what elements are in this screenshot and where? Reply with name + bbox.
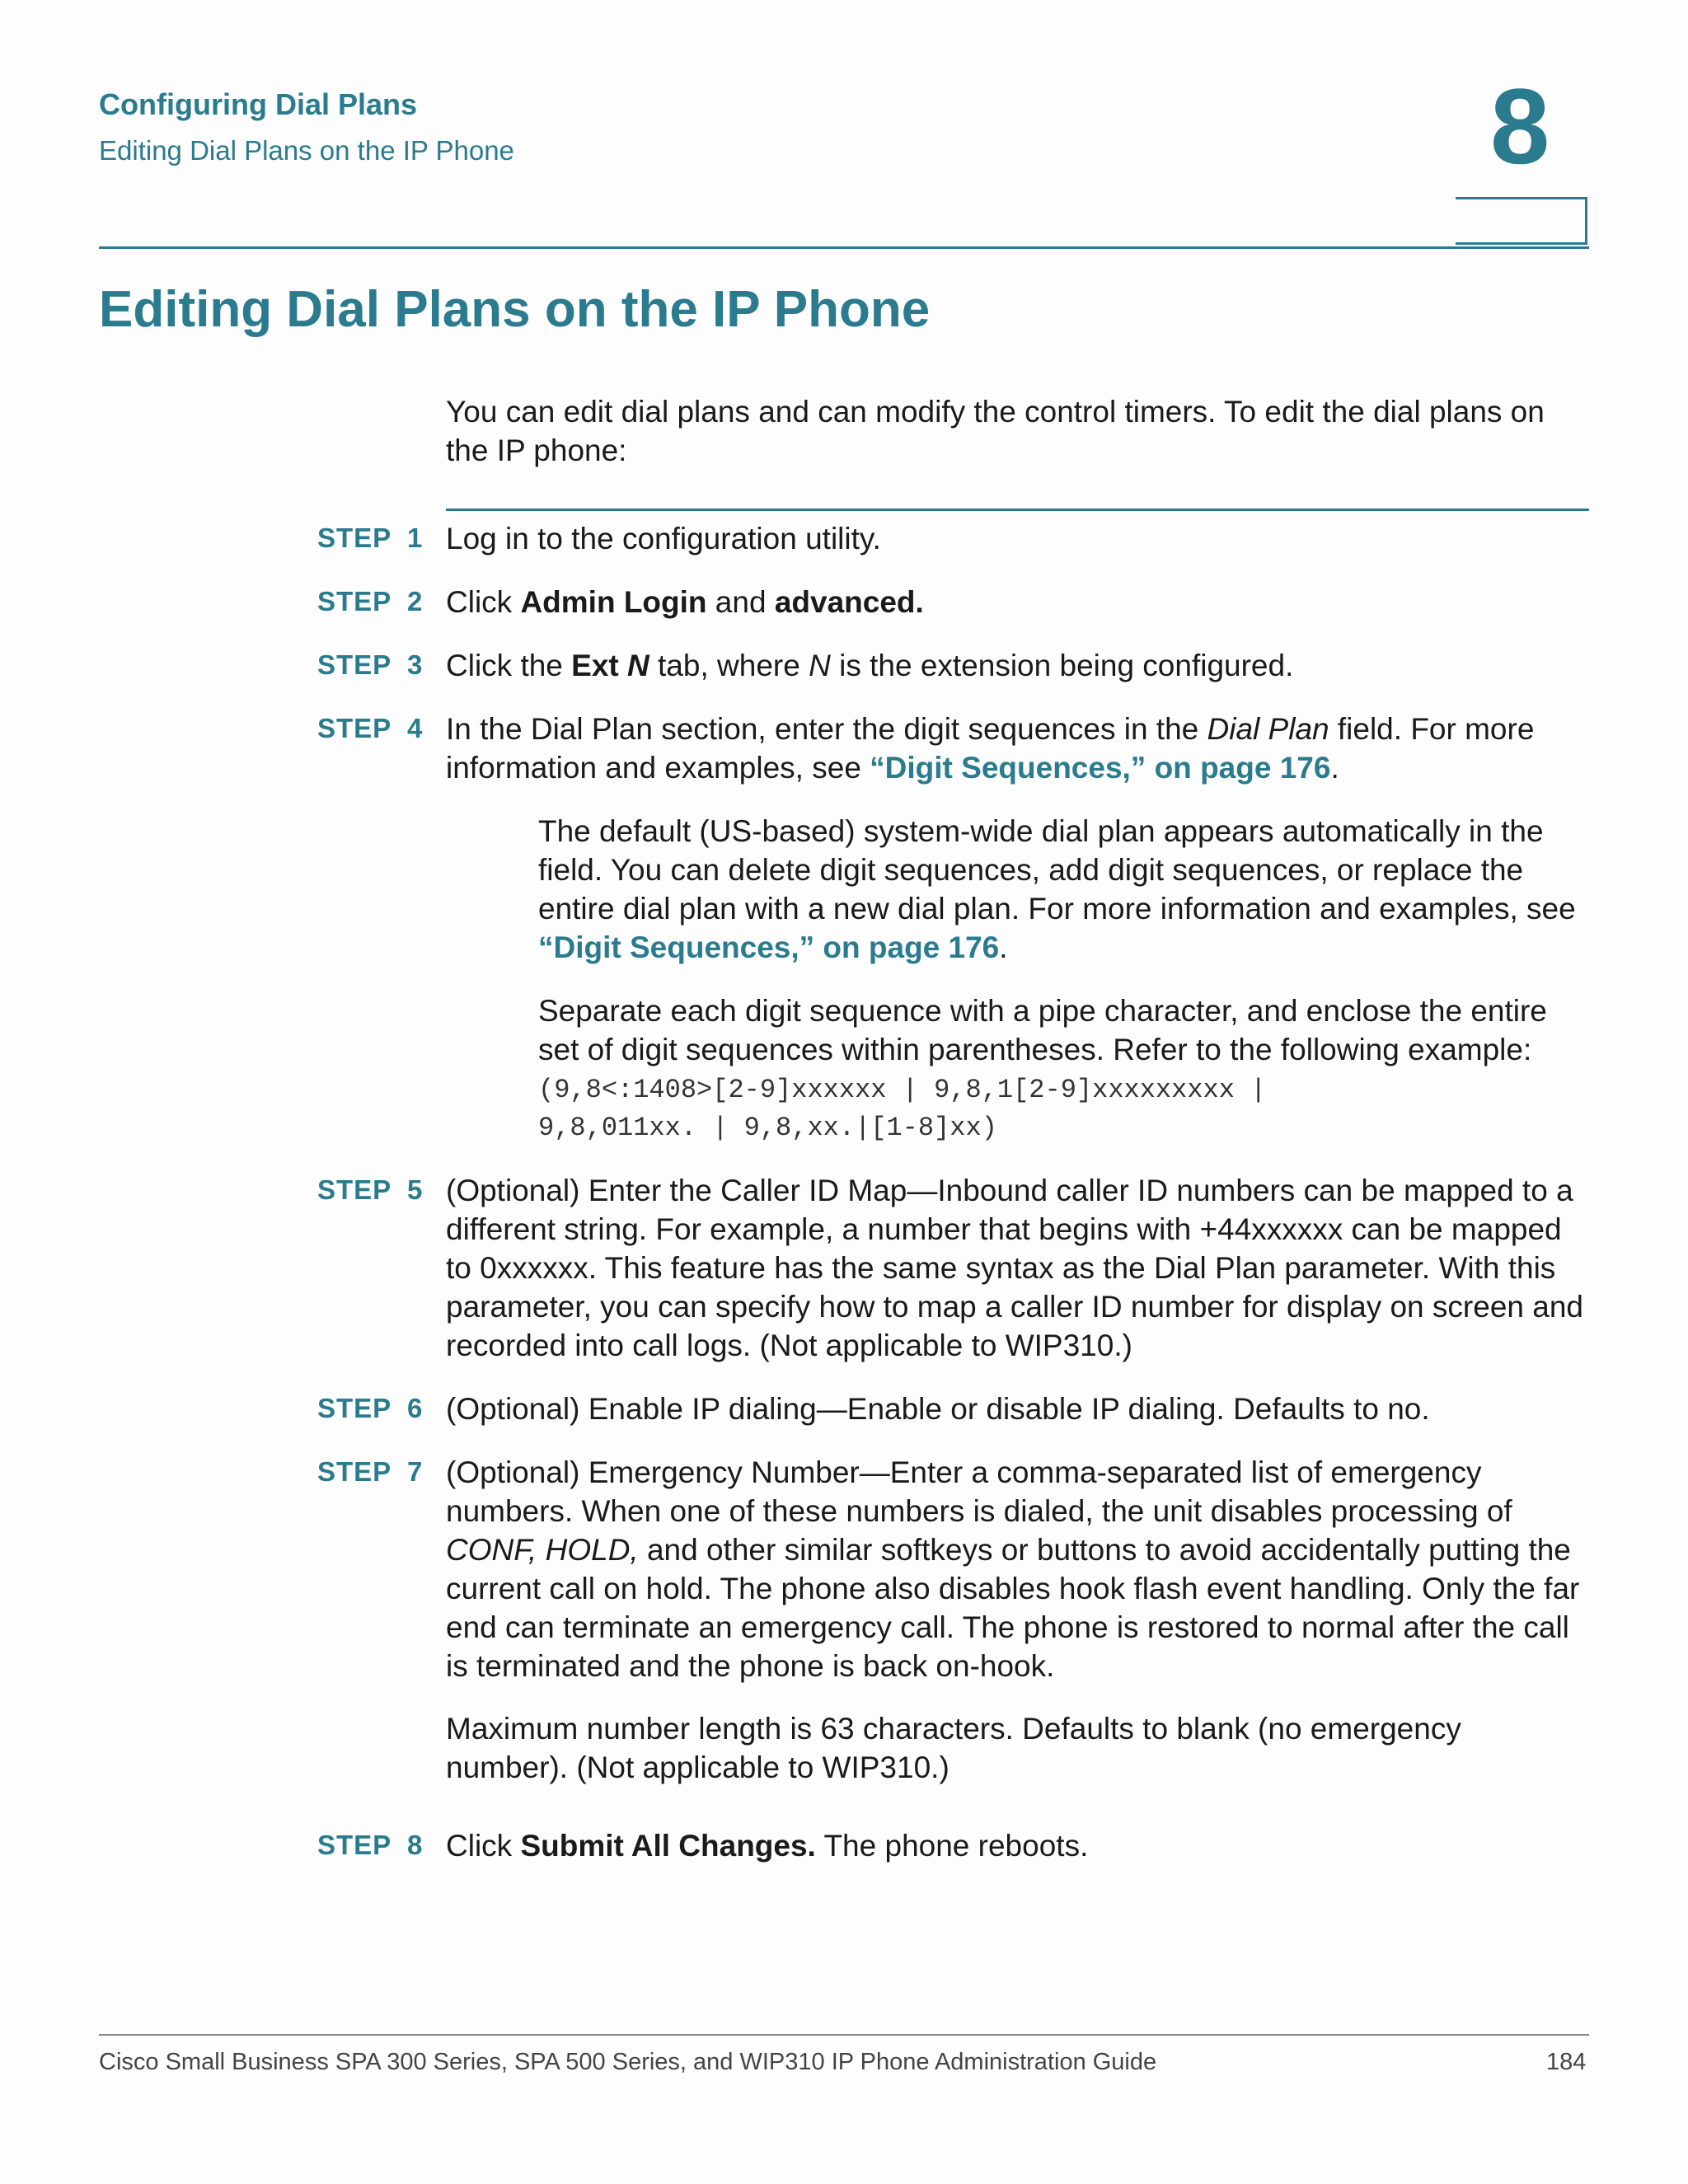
step-text: (Optional) Emergency Number—Enter a comma-separated list of emergency numbers. When one of these numbers is dialed, the unit disables processing of CONF, HOLD, and other similar softkeys or buttons to avoid accidentally putting the current call on hold. The phone also disables hook flash event handling. Only the far end can terminate an emergency call. The phone is restored to normal after the call is terminated and the phone is back on-hook. — [446, 1455, 1580, 1683]
step-text: Click Admin Login and advanced. — [446, 585, 924, 619]
step-number: 5 — [407, 1174, 423, 1205]
submit-all-changes-term: Submit All Changes. — [520, 1829, 816, 1863]
step-label: STEP — [317, 713, 392, 743]
step-number: 4 — [407, 713, 423, 743]
step-label: STEP — [317, 586, 392, 616]
step-number: 7 — [407, 1456, 423, 1487]
step-label: STEP — [317, 1174, 392, 1205]
footer-rule — [99, 2034, 1589, 2036]
step-number: 3 — [407, 649, 423, 680]
steps-rule — [446, 509, 1589, 511]
step-label: STEP — [317, 1456, 392, 1487]
admin-login-term: Admin Login — [520, 585, 707, 619]
page-number: 184 — [1546, 2049, 1587, 2075]
intro-paragraph: You can edit dial plans and can modify the control timers. To edit the dial plans on the IP phone: — [446, 395, 1545, 467]
step-text: Log in to the configuration utility. — [446, 522, 881, 555]
advanced-term: advanced. — [774, 585, 924, 619]
step-text: Click the Ext N tab, where N is the extension being configured. — [446, 649, 1294, 682]
step-number: 2 — [407, 586, 423, 616]
step-7-max-length-paragraph: Maximum number length is 63 characters. Defaults to blank (no emergency number). (Not applicable to WIP310.) — [446, 1712, 1461, 1784]
section-title: Editing Dial Plans on the IP Phone — [99, 135, 514, 166]
footer-guide-title: Cisco Small Business SPA 300 Series, SPA 500 Series, and WIP310 IP Phone Administration Guide — [99, 2049, 1157, 2075]
header-rule — [99, 246, 1589, 249]
page-heading: Editing Dial Plans on the IP Phone — [99, 281, 931, 338]
chapter-title: Configuring Dial Plans — [99, 87, 418, 121]
step-4-separator-paragraph: Separate each digit sequence with a pipe character, and enclose the entire set of digit sequences within parentheses. Refer to the following example: — [538, 994, 1547, 1066]
chapter-tab-box — [1456, 197, 1587, 245]
step-text: In the Dial Plan section, enter the digit sequences in the Dial Plan field. For more information and examples, see “Digit Sequences,” on page 176. — [446, 712, 1535, 785]
step-4-default-paragraph: The default (US-based) system-wide dial plan appears automatically in the field. You can delete digit sequences, add digit sequences, or replace the entire dial plan with a new dial plan. For more information and examples, see “Digit Sequences,” on page 176. — [538, 814, 1576, 964]
digit-sequences-link[interactable]: “Digit Sequences,” on page 176 — [870, 751, 1331, 785]
step-text: (Optional) Enable IP dialing—Enable or disable IP dialing. Defaults to no. — [446, 1392, 1430, 1426]
chapter-number: 8 — [1490, 66, 1550, 186]
step-label: STEP — [317, 1393, 392, 1423]
step-text: Click Submit All Changes. The phone reboots. — [446, 1829, 1089, 1863]
step-number: 1 — [407, 523, 423, 553]
step-label: STEP — [317, 1830, 392, 1860]
step-text: (Optional) Enter the Caller ID Map—Inbound caller ID numbers can be mapped to a different string. For example, a number that begins with +44xxxxxx can be mapped to 0xxxxxx. This feature has the same syntax as the Dial Plan parameter. With this parameter, you can specify how to map a caller ID number for display on screen and recorded into call logs. (Not applicable to WIP310.) — [446, 1174, 1583, 1362]
step-number: 8 — [407, 1830, 423, 1860]
step-label: STEP — [317, 649, 392, 680]
dial-plan-code-line-2: 9,8,011xx. | 9,8,xx.|[1-8]xx) — [538, 1113, 997, 1143]
step-label: STEP — [317, 523, 392, 553]
dial-plan-code-line-1: (9,8<:1408>[2-9]xxxxxx | 9,8,1[2-9]xxxxxxxxx | — [538, 1075, 1267, 1105]
step-number: 6 — [407, 1393, 423, 1423]
digit-sequences-link[interactable]: “Digit Sequences,” on page 176 — [538, 930, 1000, 964]
